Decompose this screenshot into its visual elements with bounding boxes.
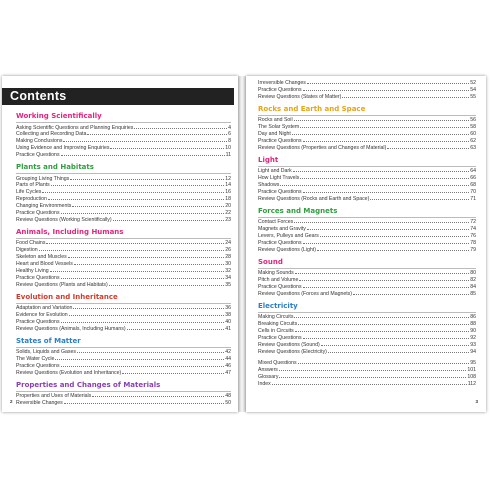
section-title: Sound (258, 258, 476, 269)
toc-entry (258, 314, 476, 321)
toc-section (258, 360, 476, 388)
toc-entry-label: Asking Scientific Questions and Planning Enquiries (16, 124, 134, 131)
toc-left (16, 112, 231, 409)
dot-leader (73, 308, 224, 309)
section-title: Properties and Changes of Materials (16, 381, 231, 392)
toc-section (258, 80, 476, 101)
toc-entry (16, 268, 231, 275)
toc-entry-label: Review Questions (Working Scientifically) (16, 216, 112, 223)
page-title: Contents (10, 89, 67, 103)
toc-entry-label: The Water Cycle (16, 356, 55, 363)
section-title: Forces and Magnets (258, 207, 476, 218)
toc-entry-page: 90 (470, 328, 476, 335)
dot-leader (50, 271, 225, 272)
toc-section (258, 302, 476, 356)
toc-entry-page: 41 (225, 325, 231, 332)
toc-entry-page: 38 (225, 312, 231, 319)
toc-entry (16, 363, 231, 370)
toc-entry-page: 72 (470, 219, 476, 226)
toc-entry-label: The Solar System (258, 124, 300, 131)
toc-entry-page: 16 (225, 189, 231, 196)
toc-entry-label: Pitch and Volume (258, 277, 299, 284)
toc-entry (16, 145, 231, 152)
toc-entry-page: 46 (225, 363, 231, 370)
toc-entry-page: 78 (470, 240, 476, 246)
toc-entry-page: 74 (470, 226, 476, 233)
page-number: 2 (10, 399, 13, 404)
dot-leader (72, 206, 224, 207)
toc-entry-page: 88 (470, 321, 476, 328)
toc-entry (258, 328, 476, 335)
dot-leader (68, 257, 224, 258)
toc-entry (258, 145, 476, 152)
toc-entry-label: Practice Questions (16, 210, 60, 217)
toc-entry (258, 247, 476, 254)
toc-entry-page: 12 (225, 175, 231, 182)
toc-entry (16, 356, 231, 363)
toc-entry-page: 22 (225, 210, 231, 217)
contents-header-bar (2, 88, 234, 105)
toc-entry-label: Review Questions (Properties and Changes of Material) (258, 144, 387, 151)
toc-entry (258, 182, 476, 189)
toc-entry (258, 94, 476, 101)
dot-leader (87, 134, 227, 135)
dot-leader (293, 171, 469, 172)
toc-entry (258, 381, 476, 388)
dot-leader (294, 222, 469, 223)
toc-entry-page: 20 (225, 203, 231, 210)
toc-section (258, 156, 476, 203)
toc-entry (16, 152, 231, 159)
toc-entry-label: Changing Environments (16, 203, 72, 210)
toc-section (16, 381, 231, 407)
toc-section (16, 228, 231, 289)
toc-entry-page: 84 (470, 284, 476, 291)
toc-entry-page: 86 (470, 314, 476, 321)
toc-entry-page: 30 (225, 261, 231, 268)
toc-entry-page: 68 (470, 182, 476, 189)
toc-entry-label: Practice Questions (258, 284, 302, 291)
toc-section (258, 105, 476, 152)
dot-leader (122, 373, 224, 374)
book-spine (238, 76, 246, 412)
toc-entry (258, 226, 476, 233)
dot-leader (134, 128, 227, 129)
toc-entry (16, 393, 231, 400)
toc-entry-page: 14 (225, 182, 231, 189)
dot-leader (279, 377, 466, 378)
dot-leader (272, 384, 467, 385)
dot-leader (303, 338, 470, 339)
toc-entry (16, 254, 231, 261)
dot-leader (294, 317, 469, 318)
dot-leader (320, 236, 469, 237)
left-page (2, 76, 238, 412)
toc-entry-label: Day and Night (258, 131, 291, 138)
dot-leader (110, 148, 224, 149)
toc-entry-page: 76 (470, 233, 476, 240)
toc-entry-label: Answers (258, 366, 278, 373)
right-page (246, 76, 486, 412)
toc-entry-label: Mixed Questions (258, 359, 297, 366)
toc-entry-label: Reproduction (16, 196, 47, 203)
dot-leader (46, 243, 224, 244)
section-title: Light (258, 156, 476, 167)
toc-section (16, 112, 231, 159)
dot-leader (280, 185, 469, 186)
section-title: Animals, Including Humans (16, 228, 231, 239)
toc-entry (16, 349, 231, 356)
dot-leader (299, 280, 469, 281)
section-title: States of Matter (16, 337, 231, 348)
toc-entry (258, 189, 476, 196)
toc-entry (258, 175, 476, 182)
toc-section (258, 258, 476, 298)
toc-entry-page: 56 (470, 117, 476, 124)
toc-section (16, 337, 231, 377)
toc-entry (258, 168, 476, 175)
toc-entry (16, 312, 231, 319)
toc-entry-page: 18 (225, 196, 231, 203)
toc-entry (16, 305, 231, 312)
toc-entry-label: Review Questions (States of Matter) (258, 93, 342, 100)
toc-entry-label: Review Questions (Animals, Including Humans) (16, 325, 126, 332)
dot-leader (64, 403, 225, 404)
toc-entry-label: Review Questions (Rocks and Earth and Space) (258, 195, 370, 202)
toc-entry-page: 8 (228, 138, 231, 145)
toc-entry-page: 71 (470, 195, 476, 202)
toc-entry (258, 270, 476, 277)
toc-right (258, 80, 476, 390)
toc-entry-page: 58 (470, 124, 476, 131)
toc-entry (16, 182, 231, 189)
dot-leader (42, 192, 224, 193)
toc-entry (258, 360, 476, 367)
section-title: Rocks and Earth and Space (258, 105, 476, 116)
toc-entry (16, 282, 231, 289)
toc-entry (16, 125, 231, 132)
dot-leader (39, 250, 225, 251)
dot-leader (328, 352, 469, 353)
toc-section (258, 207, 476, 254)
toc-entry-page: 63 (470, 144, 476, 151)
toc-entry-label: Practice Questions (258, 137, 302, 144)
toc-entry-page: 42 (225, 349, 231, 356)
toc-entry (16, 131, 231, 138)
toc-entry (258, 367, 476, 374)
toc-entry (16, 319, 231, 326)
dot-leader (292, 134, 469, 135)
toc-entry-page: 64 (470, 168, 476, 175)
toc-section (16, 293, 231, 333)
toc-entry-label: Magnets and Gravity (258, 226, 306, 233)
toc-entry (16, 275, 231, 282)
page-number: 3 (475, 399, 478, 404)
dot-leader (127, 329, 225, 330)
toc-entry (258, 196, 476, 203)
toc-entry-label: Evidence for Evolution (16, 312, 68, 319)
toc-entry (16, 400, 231, 407)
toc-entry-page: 32 (225, 268, 231, 274)
toc-entry-page: 82 (470, 277, 476, 284)
dot-leader (70, 179, 224, 180)
toc-entry (16, 189, 231, 196)
dot-leader (109, 285, 225, 286)
toc-entry (258, 138, 476, 145)
dot-leader (298, 324, 469, 325)
toc-entry-label: Review Questions (Light) (258, 246, 316, 253)
dot-leader (303, 287, 470, 288)
toc-entry-label: Practice Questions (258, 86, 302, 93)
dot-leader (63, 141, 227, 142)
toc-entry-label: Levers, Pulleys and Gears (258, 233, 319, 240)
toc-entry (258, 291, 476, 298)
dot-leader (61, 322, 225, 323)
toc-entry-label: Cells in Circuits (258, 328, 294, 335)
dot-leader (303, 243, 470, 244)
toc-entry-page: 92 (470, 335, 476, 342)
toc-entry-label: Practice Questions (16, 274, 60, 281)
toc-entry-label: Parts of Plants (16, 182, 50, 189)
dot-leader (353, 294, 469, 295)
toc-entry (258, 335, 476, 342)
toc-entry (258, 240, 476, 247)
toc-entry-page: 79 (470, 246, 476, 253)
section-title: Working Scientifically (16, 112, 231, 123)
toc-entry-page: 36 (225, 305, 231, 312)
toc-entry-page: 62 (470, 137, 476, 144)
toc-entry (258, 233, 476, 240)
dot-leader (370, 199, 469, 200)
toc-entry (16, 370, 231, 377)
toc-entry-page: 34 (225, 274, 231, 281)
toc-entry (258, 219, 476, 226)
toc-entry-label: Review Questions (Sound) (258, 342, 320, 349)
dot-leader (61, 155, 225, 156)
toc-entry (258, 374, 476, 381)
toc-entry-label: Skeleton and Muscles (16, 254, 67, 261)
dot-leader (61, 366, 225, 367)
dot-leader (295, 331, 469, 332)
toc-entry-label: Grouping Living Things (16, 175, 70, 182)
toc-entry-page: 95 (470, 359, 476, 366)
toc-entry-label: Making Circuits (258, 314, 294, 321)
toc-entry-page: 94 (470, 348, 476, 355)
dot-leader (317, 250, 469, 251)
toc-entry-label: Practice Questions (258, 240, 302, 246)
toc-entry-label: Reversible Changes (16, 400, 63, 407)
toc-entry-page: 108 (467, 373, 476, 380)
dot-leader (61, 278, 225, 279)
dot-leader (48, 199, 224, 200)
toc-entry (16, 217, 231, 224)
dot-leader (294, 120, 470, 121)
toc-entry-label: Practice Questions (258, 188, 302, 195)
toc-entry-page: 47 (225, 370, 231, 377)
toc-entry (16, 196, 231, 203)
dot-leader (113, 220, 225, 221)
toc-entry-label: Adaptation and Variation (16, 305, 73, 312)
toc-entry (16, 210, 231, 217)
dot-leader (279, 370, 466, 371)
toc-entry-label: Making Sounds (258, 270, 294, 277)
toc-entry-page: 85 (470, 291, 476, 298)
toc-entry-label: How Light Travels (258, 175, 300, 182)
toc-entry-label: Heart and Blood Vessels (16, 261, 73, 268)
toc-entry-label: Practice Questions (16, 319, 60, 326)
toc-entry-label: Index (258, 380, 271, 387)
dot-leader (74, 264, 224, 265)
toc-section (16, 163, 231, 224)
toc-entry (258, 87, 476, 94)
toc-entry-label: Shadows (258, 182, 280, 189)
toc-entry-page: 26 (225, 247, 231, 254)
toc-entry-page: 11 (225, 152, 231, 159)
toc-entry-page: 40 (225, 319, 231, 326)
dot-leader (303, 90, 470, 91)
toc-entry (258, 321, 476, 328)
dot-leader (69, 315, 225, 316)
toc-entry (258, 284, 476, 291)
toc-entry-label: Collecting and Recording Data (16, 131, 87, 138)
toc-entry (16, 326, 231, 333)
toc-entry-label: Review Questions (Evolution and Inheritance) (16, 370, 122, 377)
toc-entry (258, 117, 476, 124)
toc-entry-label: Practice Questions (16, 363, 60, 370)
dot-leader (51, 185, 224, 186)
toc-entry-label: Making Conclusions (16, 138, 63, 145)
dot-leader (342, 97, 469, 98)
toc-entry-page: 80 (470, 270, 476, 277)
toc-entry-page: 66 (470, 175, 476, 182)
dot-leader (61, 213, 225, 214)
toc-entry-page: 28 (225, 254, 231, 261)
toc-entry (258, 342, 476, 349)
section-title: Evolution and Inheritance (16, 293, 231, 304)
dot-leader (303, 192, 470, 193)
toc-entry-page: 24 (225, 240, 231, 247)
toc-entry-page: 55 (470, 93, 476, 100)
toc-entry-page: 10 (225, 145, 231, 152)
toc-entry-page: 35 (225, 281, 231, 288)
toc-entry-label: Contact Forces (258, 219, 294, 226)
toc-entry-page: 93 (470, 342, 476, 349)
toc-entry-label: Rocks and Soil (258, 117, 293, 124)
toc-entry-label: Properties and Uses of Materials (16, 393, 92, 400)
toc-entry-label: Review Questions (Electricity) (258, 348, 327, 355)
toc-entry-page: 23 (225, 216, 231, 223)
toc-entry (258, 349, 476, 356)
dot-leader (300, 178, 469, 179)
dot-leader (298, 363, 470, 364)
toc-entry (16, 176, 231, 183)
toc-entry-page: 101 (467, 366, 476, 373)
toc-entry-page: 6 (228, 131, 231, 138)
toc-entry-label: Irreversible Changes (258, 80, 306, 86)
toc-entry-page: 70 (470, 188, 476, 195)
toc-entry (16, 138, 231, 145)
toc-entry-label: Solids, Liquids and Gases (16, 349, 76, 356)
toc-entry-page: 4 (228, 124, 231, 131)
toc-entry (258, 131, 476, 138)
dot-leader (77, 352, 224, 353)
toc-entry-label: Glossary (258, 373, 279, 380)
dot-leader (92, 396, 224, 397)
toc-entry-page: 54 (470, 86, 476, 93)
dot-leader (307, 229, 469, 230)
toc-entry-label: Review Questions (Forces and Magnets) (258, 291, 352, 298)
toc-entry-page: 112 (467, 380, 476, 387)
toc-entry (258, 277, 476, 284)
toc-entry-page: 60 (470, 131, 476, 138)
toc-entry (16, 240, 231, 247)
toc-entry-page: 44 (225, 356, 231, 363)
toc-entry-label: Practice Questions (16, 152, 60, 159)
toc-entry-label: Life Cycles (16, 189, 42, 196)
toc-entry-page: 48 (225, 393, 231, 400)
toc-entry (258, 80, 476, 87)
toc-entry (16, 261, 231, 268)
toc-entry-label: Healthy Living (16, 268, 49, 274)
toc-entry-page: 52 (470, 80, 476, 86)
toc-entry-label: Using Evidence and Improving Enquiries (16, 145, 110, 152)
dot-leader (303, 141, 470, 142)
toc-entry-label: Digestion (16, 247, 38, 254)
toc-entry-label: Practice Questions (258, 335, 302, 342)
toc-entry-label: Food Chains (16, 240, 46, 247)
toc-entry-label: Light and Dark (258, 168, 292, 175)
toc-entry-page: 50 (225, 400, 231, 407)
toc-entry-label: Breaking Circuits (258, 321, 298, 328)
toc-entry-label: Review Questions (Plants and Habitats) (16, 281, 108, 288)
section-title: Plants and Habitats (16, 163, 231, 174)
section-title: Electricity (258, 302, 476, 313)
toc-entry (258, 124, 476, 131)
dot-leader (295, 273, 469, 274)
toc-entry (16, 203, 231, 210)
toc-entry (16, 247, 231, 254)
dot-leader (55, 359, 224, 360)
dot-leader (300, 127, 469, 128)
dot-leader (307, 83, 469, 84)
dot-leader (387, 148, 469, 149)
dot-leader (321, 345, 470, 346)
